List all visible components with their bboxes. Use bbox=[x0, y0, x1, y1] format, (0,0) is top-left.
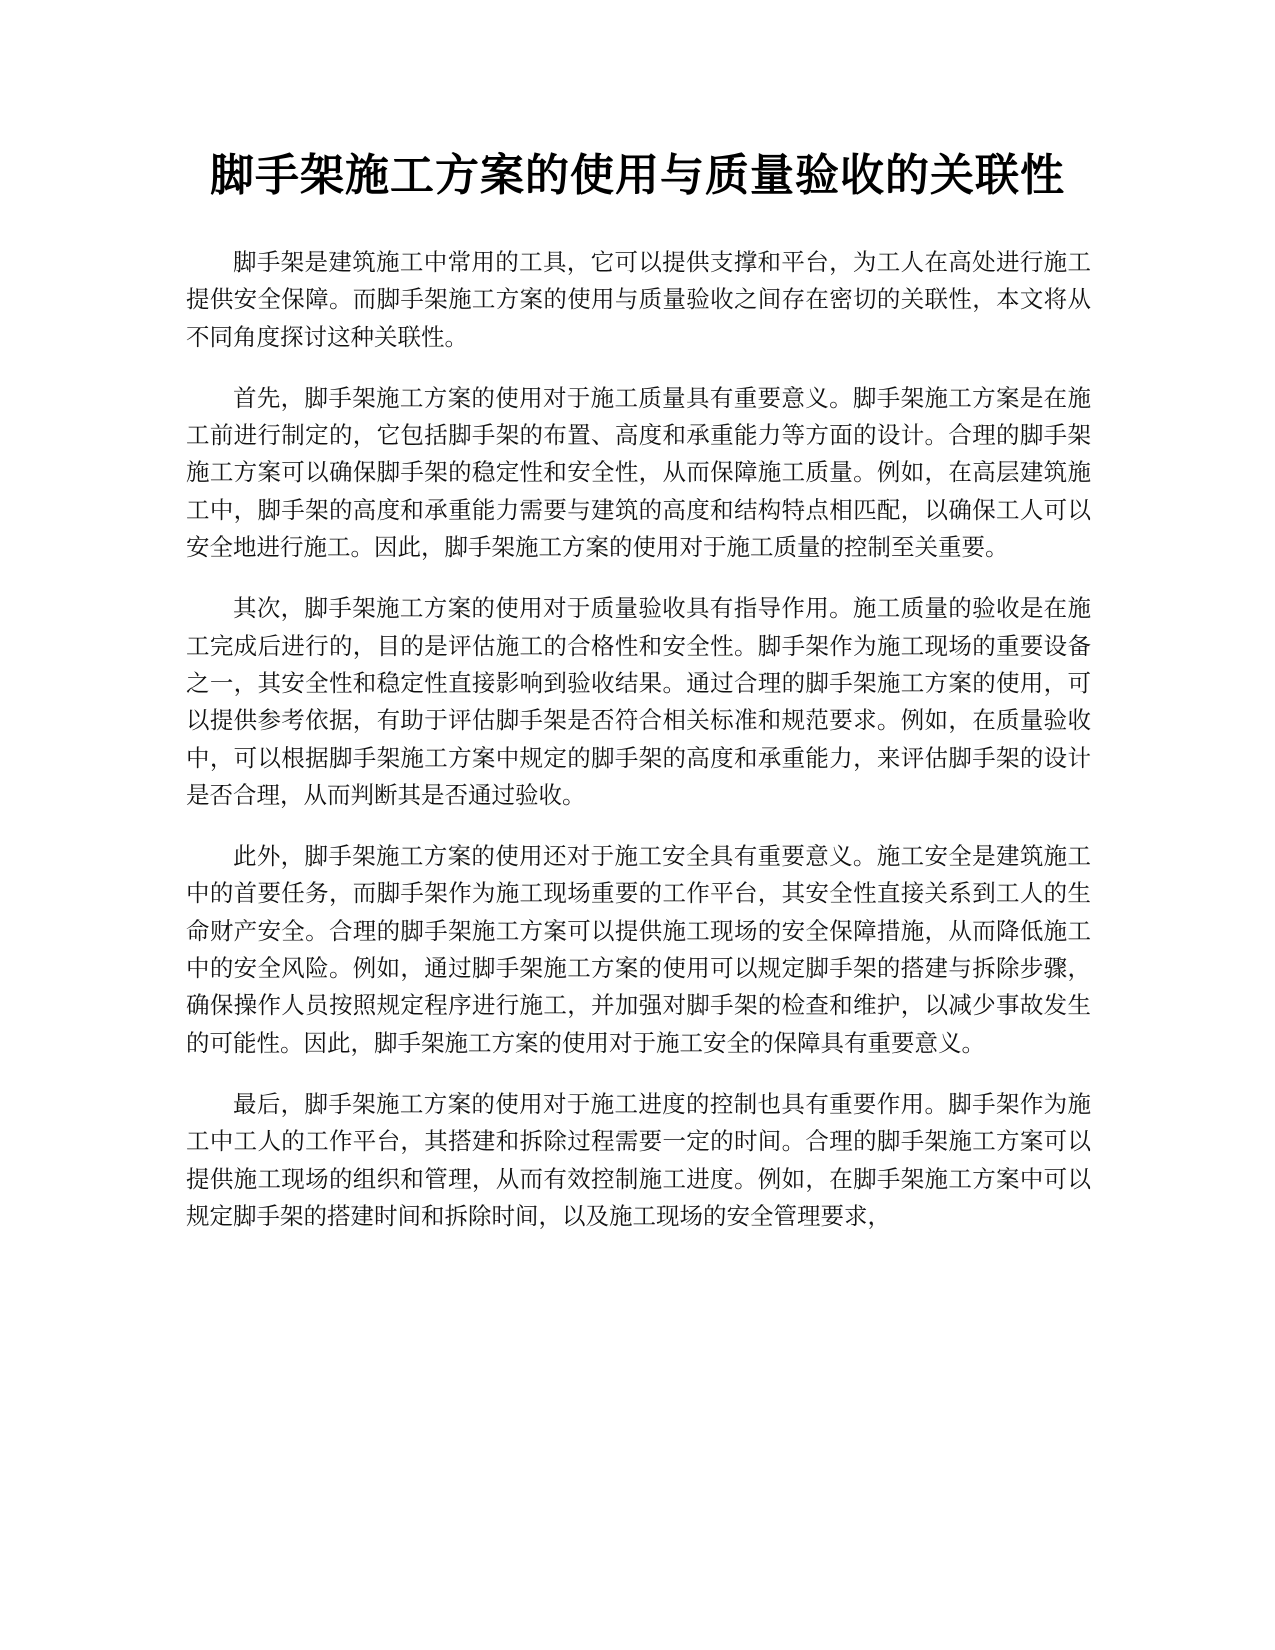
document-body bbox=[186, 244, 1091, 1259]
paragraph-1: 脚手架是建筑施工中常用的工具，它可以提供支撑和平台，为工人在高处进行施工提供安全保障。而脚手架施工方案的使用与质量验收之间存在密切的关联性，本文将从不同角度探讨这种关联性。 bbox=[186, 248, 1091, 351]
paragraph-3: 其次，脚手架施工方案的使用对于质量验收具有指导作用。施工质量的验收是在施工完成后进行的，目的是评估施工的合格性和安全性。脚手架作为施工现场的重要设备之一，其安全性和稳定性直接影响到验收结果。通过合理的脚手架施工方案的使用，可以提供参考依据，有助于评估脚手架是否符合相关标准和规范要求。例如，在质量验收中，可以根据脚手架施工方案中规定的脚手架的高度和承重能力，来评估脚手架的设计是否合理，从而判断其是否通过验收。 bbox=[186, 594, 1091, 809]
paragraph-5: 最后，脚手架施工方案的使用对于施工进度的控制也具有重要作用。脚手架作为施工中工人的工作平台，其搭建和拆除过程需要一定的时间。合理的脚手架施工方案可以提供施工现场的组织和管理，从而有效控制施工进度。例如，在脚手架施工方案中可以规定脚手架的搭建时间和拆除时间，以及施工现场的安全管理要求， bbox=[186, 1089, 1091, 1230]
paragraph-2: 首先，脚手架施工方案的使用对于施工质量具有重要意义。脚手架施工方案是在施工前进行制定的，它包括脚手架的布置、高度和承重能力等方面的设计。合理的脚手架施工方案可以确保脚手架的稳定性和安全性，从而保障施工质量。例如，在高层建筑施工中，脚手架的高度和承重能力需要与建筑的高度和结构特点相匹配，以确保工人可以安全地进行施工。因此，脚手架施工方案的使用对于施工质量的控制至关重要。 bbox=[186, 383, 1091, 562]
paragraph-4: 此外，脚手架施工方案的使用还对于施工安全具有重要意义。施工安全是建筑施工中的首要任务，而脚手架作为施工现场重要的工作平台，其安全性直接关系到工人的生命财产安全。合理的脚手架施工方案可以提供施工现场的安全保障措施，从而降低施工中的安全风险。例如，通过脚手架施工方案的使用可以规定脚手架的搭建与拆除步骤，确保操作人员按照规定程序进行施工，并加强对脚手架的检查和维护，以减少事故发生的可能性。因此，脚手架施工方案的使用对于施工安全的保障具有重要意义。 bbox=[186, 842, 1091, 1057]
page-title: 脚手架施工方案的使用与质量验收的关联性 bbox=[210, 150, 1065, 201]
